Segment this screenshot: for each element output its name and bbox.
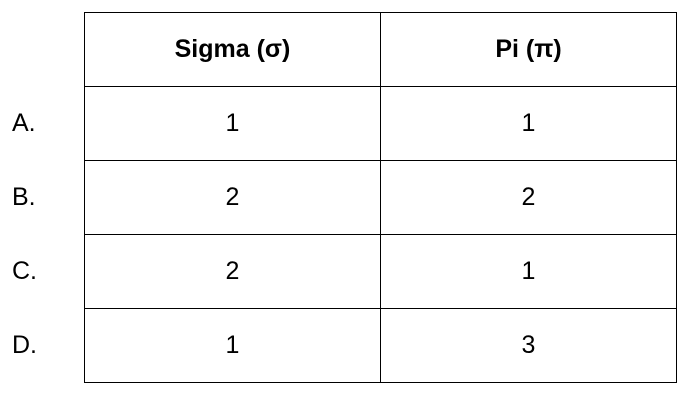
pi-value: 1 xyxy=(381,87,677,161)
sigma-value: 2 xyxy=(85,235,381,309)
table-row xyxy=(85,87,677,161)
sigma-value: 1 xyxy=(85,87,381,161)
header-sigma: Sigma (σ) xyxy=(85,13,381,87)
option-labels xyxy=(0,12,84,382)
option-label-d: D. xyxy=(12,330,37,359)
table-row xyxy=(85,235,677,309)
table-header-row xyxy=(85,13,677,87)
option-label-a: A. xyxy=(12,108,36,137)
header-pi: Pi (π) xyxy=(381,13,677,87)
pi-value: 1 xyxy=(381,235,677,309)
option-label-c: C. xyxy=(12,256,37,285)
sigma-value: 2 xyxy=(85,161,381,235)
table-row xyxy=(85,309,677,383)
pi-value: 3 xyxy=(381,309,677,383)
label-spacer xyxy=(0,12,84,86)
pi-value: 2 xyxy=(381,161,677,235)
answer-table xyxy=(84,12,677,383)
sigma-value: 1 xyxy=(85,309,381,383)
table-row xyxy=(85,161,677,235)
option-label-b: B. xyxy=(12,182,36,211)
